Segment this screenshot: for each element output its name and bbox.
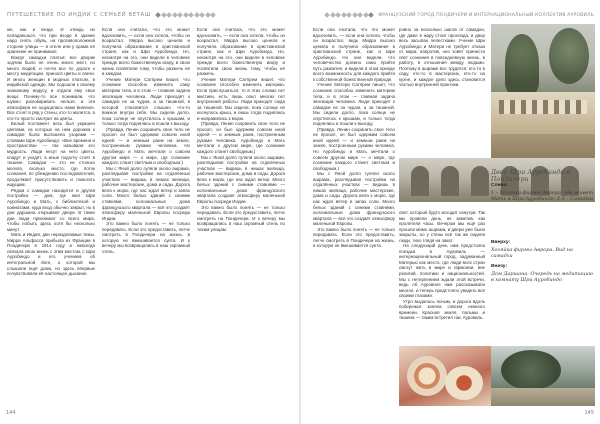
paragraph: Мать и Индия, две неразделимые темы. Мирра Альфасса прибыла из Франции в Пондичери в 1914 году и навсегда связала свою жизнь с этим местом, с Шри Ауробиндо и его учением об интегральной йоге, о которой мы слышали ещё дома, но здесь впервые почувствовали её настоящее дыхание. <box>7 232 95 277</box>
paragraph: Белый постамент весь был украшен цветами, из которых на нем дорожка к самадхи была выложена узорами — словами Шри Ауробиндо: «Вне времени и пространства» — так называли его мудрость. Люди несут на него цветы, кладут и уходят, а иные подолгу стоят в тишине. Самадхи — это не столько могила, сколько место, где поток сознания, по убеждению последователей, продолжает присутствовать и помогать ищущим. <box>7 121 95 188</box>
caption-heading: Внизу: <box>491 264 508 269</box>
header-right-ornament <box>325 13 373 17</box>
paragraph: Учение Матери Сатпрем пишет, что сознание способно изменить материю тела, и в этом — главная задача эволюции человека. Люди приходят к самадхи не за чудом, а за тишиной. Мы сидели долго, пока солнце не опустилось к крышам, и только тогда поднялись и пошли к выходу. <box>313 82 395 127</box>
paragraph: Мы с Яной долго гуляли около ашрама, разглядывая постройки на отдалённых участках — видишь в нишах жилища, рабочие мастерские, дома и сады. Дорога вела к морю, где нас ждал ветер. Много белых зданий с синими ставнями — колониальные дома французского квартала создают атмосферу маленькой Европы посреди Индии. <box>197 154 285 204</box>
paragraph: Утро выдалось ясным, и дорога вдоль побережья заняла совсем немного времени. Красная земля, пальмы и тишина — таким встретил нас Ауровиль. <box>399 298 485 321</box>
text-column-1 <box>7 27 95 403</box>
paragraph: ровно за несколько шагов от самадхи, где даже в жару стоит прохлада, и двор весь засыпан лепестками. Учение Шри Ауробиндо и Матери не требует отказа от мира; напротив, оно зовёт принести свет сознания в повседневную жизнь, в работу, в отношения между людьми. Поэтому в ашраме все трудятся: кто-то в саду, кто-то в мастерских, кто-то на кухне, и каждое дело здесь становится частью внутренней практики. <box>399 27 485 88</box>
text-column-5 <box>399 27 485 151</box>
running-header-left <box>7 9 215 21</box>
paragraph: Рядом с самадхи находится и другая постройка — дом, где жил Шри Ауробиндо и Мать, с библиотекой и комнатами, куда вход обычно закрыт, но в дни даршана открывают двери. В такие дни люди приезжают со всего мира, чтобы побыть здесь хотя бы несколько минут. <box>7 187 95 232</box>
caption-text: 1 – Хозяйка фирмы Аврора, где живет Мать в Шри Ауробиндо; 2-5 – Самадхи <box>491 190 594 203</box>
running-header-right <box>325 9 594 21</box>
header-left-ornament <box>156 13 215 17</box>
paragraph: (Правда, Ленин сохранить свое тело не просил он был одержим совсем иной идеей — и земным раем на земле, построенным руками человека. Но Ауробиндо и Мать мечтали о совсем другом мире — о мире, где сознание каждого станет светлым и свободным.) <box>102 126 190 166</box>
paragraph: свет, который будто исходит изнутри. Так мы провели день, не заметив, как пролетели часы. Вечером мы ещё раз прошли мимо ашрама, и двери уже были закрыты, но у стены всё так же сидели люди, тихо глядя на закат. <box>399 210 485 243</box>
caption-block-bottom <box>491 264 595 284</box>
text-column-2 <box>102 27 190 403</box>
paragraph: Это важно было понять — не только передавать. Если это предоставить, легче смотреть в Пондичери на жизнь, в которую не вмешивается суета. И к вечеру мы возвращались в наш скромный отель. <box>102 221 190 254</box>
paragraph: Учение Матери Сатпрем пишет, что сознание способно изменить материю. Если прислушаться, то в этих словах нет мистики, есть лишь опыт многих лет внутренней работы. Люди приходят сюда за тишиной. Мы сидели, пока солнце не коснулось крыш, и лишь тогда поднялись и направились к морю. <box>197 76 285 121</box>
paragraph: Это важно было понять — не только передавать. Если это предоставить, легче смотреть на Пондичери. И к вечеру мы возвращались в наш скромный отель по тихим улицам. <box>197 204 285 232</box>
paragraph: Мы с Яной долго гуляли около ашрама, разглядывая постройки на отдалённых участках — видишь в нишах жилища, рабочие мастерские, дома и сады. Дорога вела к морю, где нас ждал ветер и запах соли. Много белых зданий с синими ставнями, колониальные дома французского квартала — всё это создаёт атмосферу маленькой Европы. <box>313 171 395 227</box>
paragraph: Учение Матери Сатпрем пишет, что сознание способно изменить саму материю тела, и в этом — главная задача эволюции человека. Люди приходят к самадхи не за чудом, а за тишиной, в которой становится слышно что-то важное внутри себя. Мы сидели долго, пока солнце не опустилось к крышам, и только тогда поднялись и пошли к выходу. <box>102 76 190 127</box>
paragraph: же, как и везде. И отведь не попадаешься, что при входе в здание надо снять обувь, на противоположной стороне улицы — в отеле или у храма её хранение не принимают. <box>7 27 95 55</box>
text-column-3 <box>197 27 285 403</box>
paragraph: Если она считала, что это может вдохновить, — если она хотела, чтобы он возрастал. Мирра высоко ценила и получила образование в христианской стране, как и Шри Ауробиндо. Но, несмотря на это, они видели в человеке прежде всего божественную искру, и свою жизнь посвятили тому, чтобы разжечь её в каждом. <box>102 27 190 77</box>
paragraph: На следующий день нам предстояла поездка в Ауровиль — интернациональный город, задуманный Матерью как место, где люди всех стран смогут жить в мире и гармонии, вне религий, политики и национальностей. Мы с нетерпением ждали этой встречи, ведь об Ауровиле нам рассказывали многое, и теперь предстояло увидеть всё своими глазами. <box>399 243 485 299</box>
paragraph: (Правда, Ленин сохранить свое тело не просил, он был одержим совсем иной идеей — и земным раем, построенным руками человека. Ауробиндо и Мать мечтали о другом мире, где сознание каждого станет свободным.) <box>197 121 285 155</box>
caption-text: Дом Даршана. Очередь на медитацию в комнату Шри Ауробиндо <box>491 271 593 284</box>
caption-heading: Слева: <box>491 183 508 188</box>
paragraph: Если она считала, что это может вдохновить, — если она хотела, чтобы он возрастал, ведь Мирра высоко ценила и получила образование в христианской стране, как и Шри Ауробиндо. Но они видели, что человечество должно само пройти путь развития, и видели в этом прежде всего возможность для каждого прийти к собственной божественной природе. <box>313 27 395 82</box>
food-photo <box>399 346 491 406</box>
header-left-text: ПУТЕШЕСТВИЕ ПО ИНДИИ С СЕМЬЕЙ ВЕТАШ <box>7 12 152 18</box>
page-number-right: 145 <box>584 410 594 416</box>
paragraph: (Правда, Ленин сохранить свое тело не просил, он был одержим совсем иной идеей — и земным раем на земле, построенным руками человека. Но Ауробиндо и Мать мечтали о совсем другом мире — о мире, где сознание каждого станет светлым и свободным.) <box>313 126 395 171</box>
ashram-courtyard-photo <box>491 24 595 162</box>
text-column-4 <box>313 27 395 403</box>
paragraph: Вокруг самадхи платья: все дворик зодчим было не очень много мест, но много людей, и почти все по дороге к месту медитации, принося цветы и свечи. И много женщин в модных платьях, в индийской одежде. Мы подошли к своему знакомому индусу, и отдали ему свои вещи. Почему-то все понимали, что шумно разговаривать нельзя, и эта атмосфера не ощущалась нами вначале. Все стоят в ряд у стены, кто-то молится, а кто-то просто смотрит на цветы. <box>7 54 95 121</box>
caption-heading: Вверху: <box>491 240 511 245</box>
caption-text: Хозяйка фирмы Аврора. Вид на самадхи <box>491 247 573 260</box>
page-gutter <box>299 0 301 424</box>
caption-block-left <box>491 183 595 203</box>
paragraph: Мы с Яной долго гуляли около ашрама, разглядывая постройки на отдалённых участках — видишь в нишах жилища, рабочие мастерские, дома и сады. Дорога вела к морю, где нас ждал ветер и запах соли. Много белых зданий с синими ставнями, колониальные дома французского квартала — всё это создаёт атмосферу маленькой Европы посреди Индии. <box>102 165 190 221</box>
page-number-left: 144 <box>6 410 16 416</box>
caption-block-top <box>491 240 595 260</box>
header-right-text: ФРАНЦУЗСКИЙ ГОРОД ПОНДИЧЕРИ И ИНТЕРНАЦИОНАЛЬНЫЙ КОЛЛЕКТИВ АУРОВИЛЬ <box>378 12 594 18</box>
garden-photo <box>491 346 595 406</box>
photo-caption: Двор Шри Ауробиндо в Пондичери <box>491 169 571 183</box>
paragraph: Если она считала, что это может вдохновить, — если она хотела, чтобы он возрастал. Мирра высоко ценила и получила образование в христианской стране, как и Шри Ауробиндо. Но, несмотря на это, они видели в человеке прежде всего божественную искру и посвятили свою жизнь тому, чтобы её разжечь. <box>197 27 285 77</box>
paragraph: Это важно было понять — не только передавать. Если это предоставить, легче смотреть в Пондичери на жизнь, в которую не вмешивается суета. <box>313 226 395 249</box>
